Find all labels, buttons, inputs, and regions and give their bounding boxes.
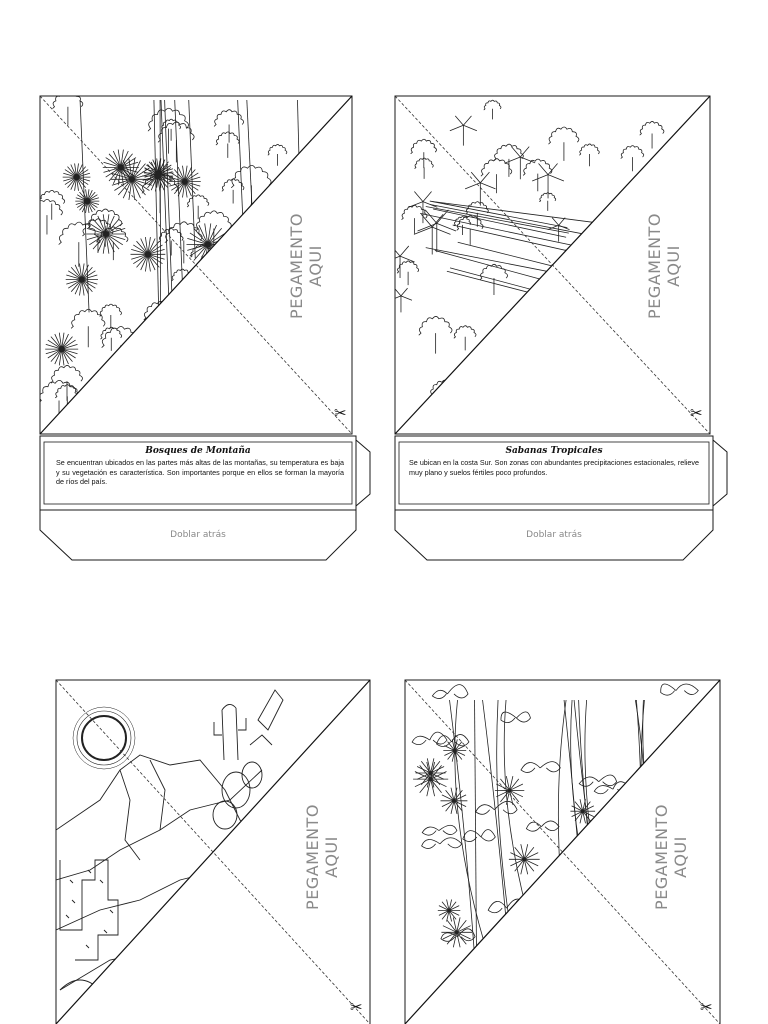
fold-label: Doblar atrás [526,530,582,540]
glue-label [287,196,325,336]
glue-label-line2: AQUI [306,245,325,287]
glue-label-line1: PEGAMENTO [645,213,664,319]
glue-label-line2: AQUI [664,245,683,287]
scissors-icon: ✂ [690,404,703,422]
glue-label [645,196,683,336]
caption-text: Se encuentran ubicados en las partes más altas de las montañas, su temperatura es baja y su vegetación es característica. Son importantes porque en ellos se forman la mayoría de ríos del país. [56,458,344,487]
glue-label-line1: PEGAMENTO [287,213,306,319]
glue-label [652,787,690,927]
scissors-icon: ✂ [700,998,713,1016]
scissors-icon: ✂ [334,404,347,422]
caption-title: Sabanas Tropicales [505,446,603,456]
side-tab [713,440,727,506]
glue-label-line2: AQUI [671,836,690,878]
desert-drawing [56,690,283,999]
glue-label-line2: AQUI [322,836,341,878]
sun-icon [82,716,126,760]
caption-text: Se ubican en la costa Sur. Son zonas con abundantes precipitaciones estacionales, relieve muy plano y suelos fértiles poco profundos. [409,458,699,477]
glue-label [303,787,341,927]
glue-label-line1: PEGAMENTO [652,804,671,910]
side-tab [356,440,370,506]
glue-label-line1: PEGAMENTO [303,804,322,910]
fold-label: Doblar atrás [170,530,226,540]
caption-title: Bosques de Montaña [145,446,251,456]
tropical-savanna-drawing [385,100,686,430]
scissors-icon: ✂ [350,998,363,1016]
